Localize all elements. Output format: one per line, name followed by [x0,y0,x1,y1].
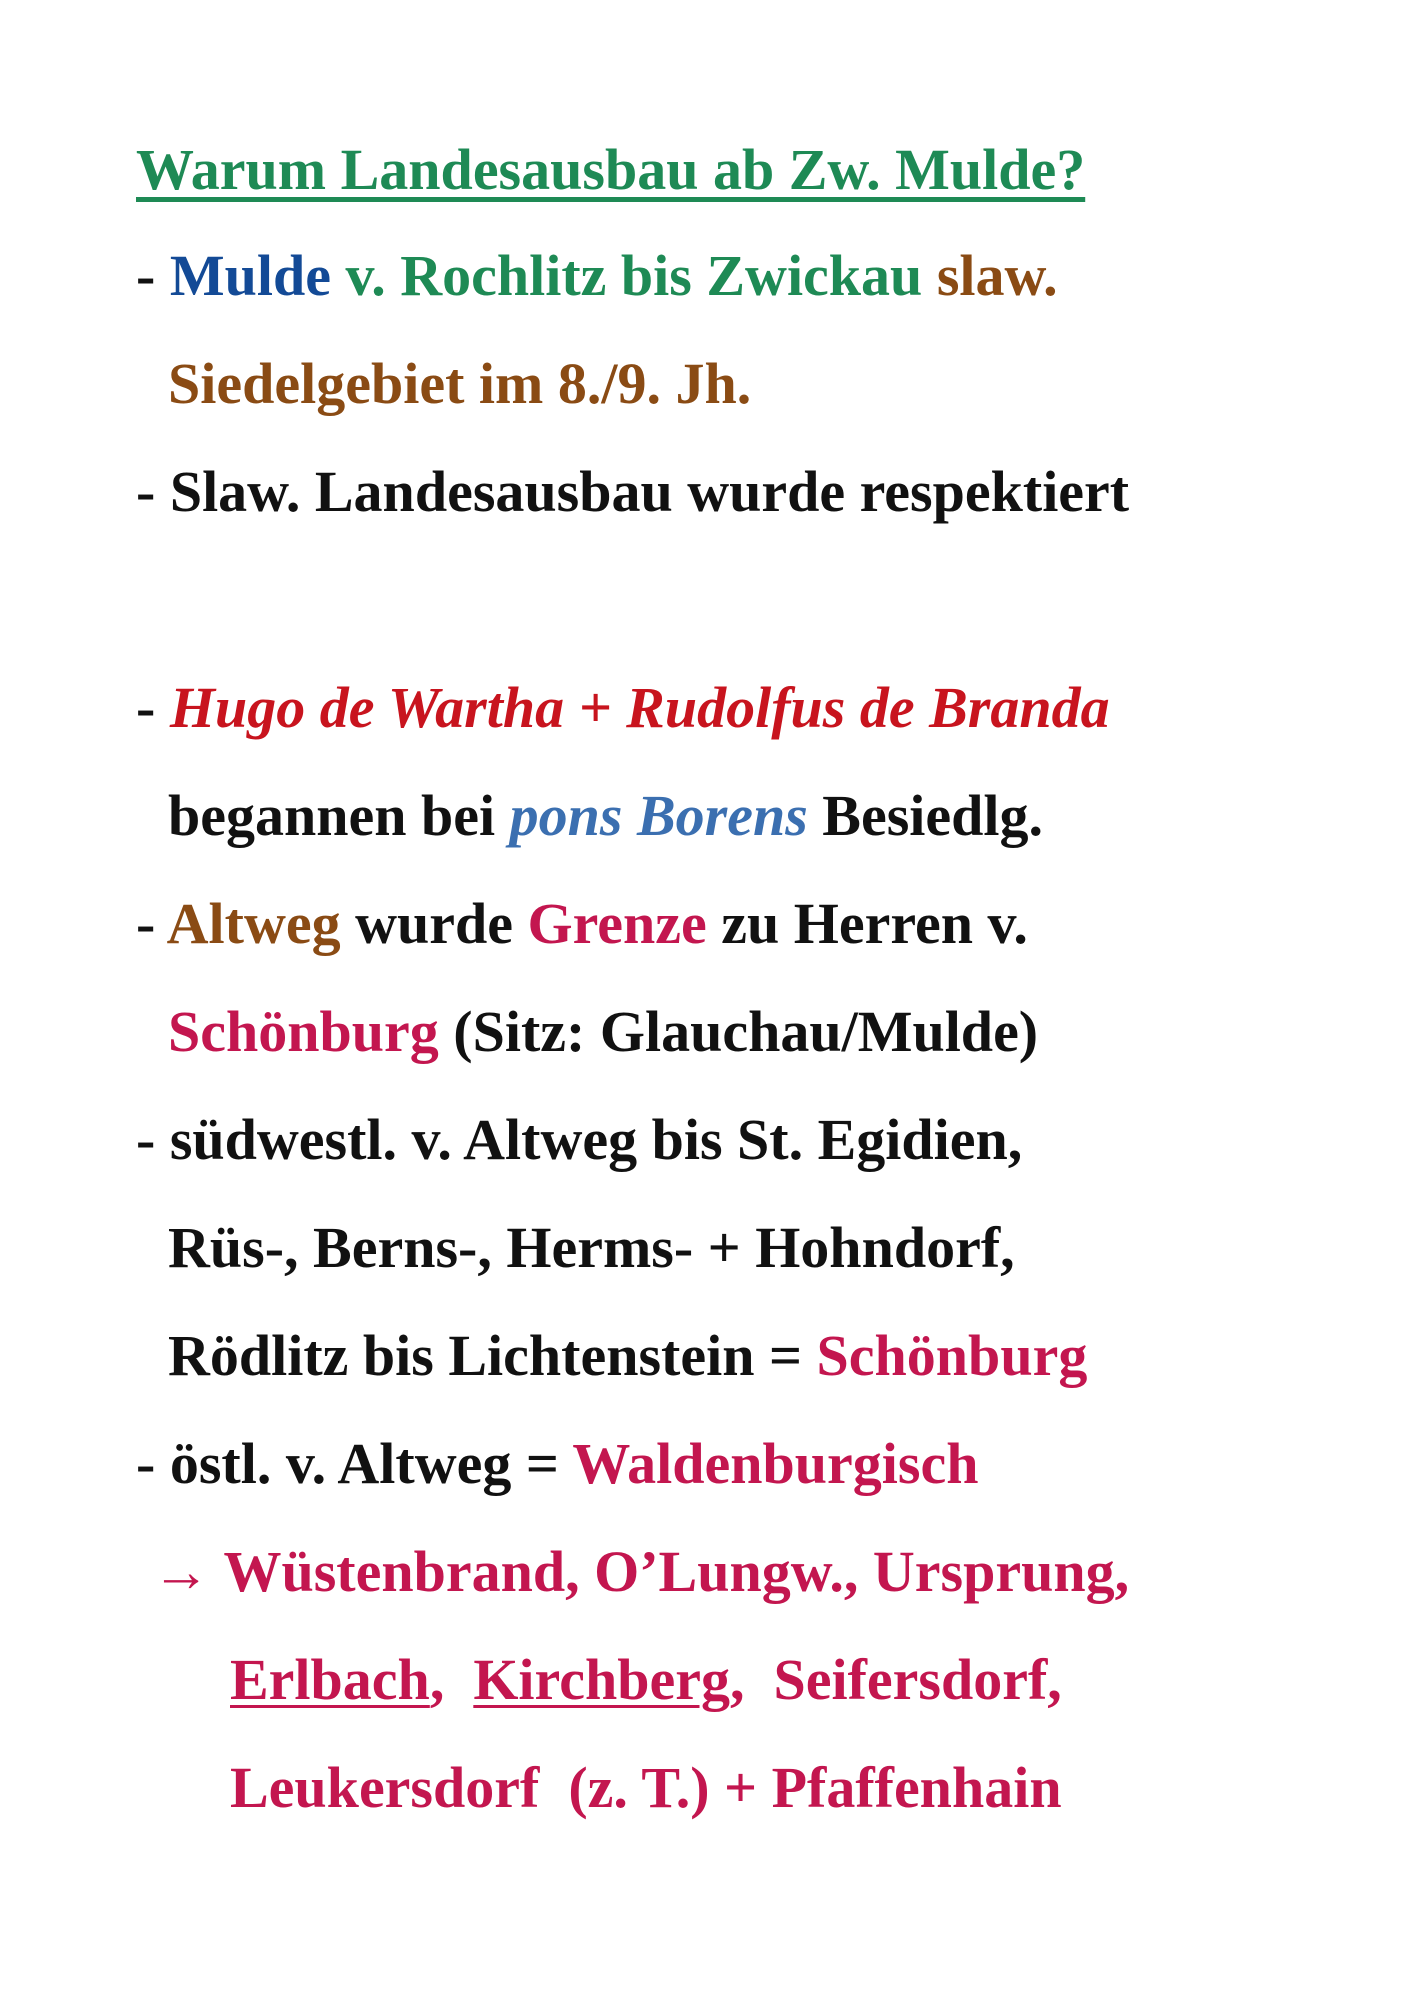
term-hugo-rudolfus: Hugo de Wartha + Rudolfus de Branda [169,675,1110,740]
text-line-12 [152,1540,1129,1604]
term-schoenburg: Schönburg [816,1323,1088,1388]
bullet-dash: - [136,675,170,740]
place-kirchberg: Kirchberg [473,1647,730,1712]
term-altweg: Altweg [166,891,341,956]
text-line-3 [136,460,1129,524]
statement-text: - östl. v. Altweg = [136,1431,573,1496]
text-line-13 [230,1648,1062,1712]
term-schoenburg: Schönburg [168,999,439,1064]
text-line-9 [168,1216,1015,1280]
text-line-6 [136,892,1028,956]
page-title [136,138,1085,202]
bullet-dash: - [136,243,170,308]
title-text: Warum Landesausbau ab Zw. Mulde? [136,137,1086,202]
term-waldenburgisch: Waldenburgisch [572,1431,979,1496]
text-line-1 [136,244,1058,308]
statement-text: Rüs-, Berns-, Herms- + Hohndorf, [168,1215,1015,1280]
statement-text: - südwestl. v. Altweg bis St. Egidien, [136,1107,1023,1172]
term-pons-borens: pons Borens [509,783,808,848]
place-list: Leukersdorf (z. T.) + Pfaffenhain [230,1755,1062,1820]
statement-text: Rödlitz bis Lichtenstein = [168,1323,817,1388]
statement-text: wurde [340,891,528,956]
text-line-4 [136,676,1110,740]
place-list: , Seifersdorf, [729,1647,1062,1712]
place-erlbach: Erlbach [230,1647,430,1712]
statement-text: zu Herren v. [706,891,1028,956]
text-line-11 [136,1432,978,1496]
text-line-14 [230,1756,1062,1820]
statement-text: - Slaw. Landesausbau wurde respektiert [136,459,1130,524]
statement-text: (Sitz: Glauchau/Mulde) [438,999,1039,1064]
separator: , [429,1647,474,1712]
place-list: → Wüstenbrand, O’Lungw., Ursprung, [152,1539,1130,1604]
text-line-10 [168,1324,1087,1388]
text-line-5 [168,784,1043,848]
statement-text: Besiedlg. [807,783,1044,848]
term-rochlitz-zwickau: v. Rochlitz bis Zwickau [330,243,923,308]
bullet-dash: - [136,891,167,956]
text-line-2 [168,352,751,416]
text-line-7 [168,1000,1038,1064]
text-line-8 [136,1108,1022,1172]
term-slaw: slaw. [922,243,1058,308]
term-siedelgebiet: Siedelgebiet im 8./9. Jh. [168,351,752,416]
term-grenze: Grenze [527,891,707,956]
statement-text: begannen bei [168,783,510,848]
term-mulde: Mulde [169,243,331,308]
